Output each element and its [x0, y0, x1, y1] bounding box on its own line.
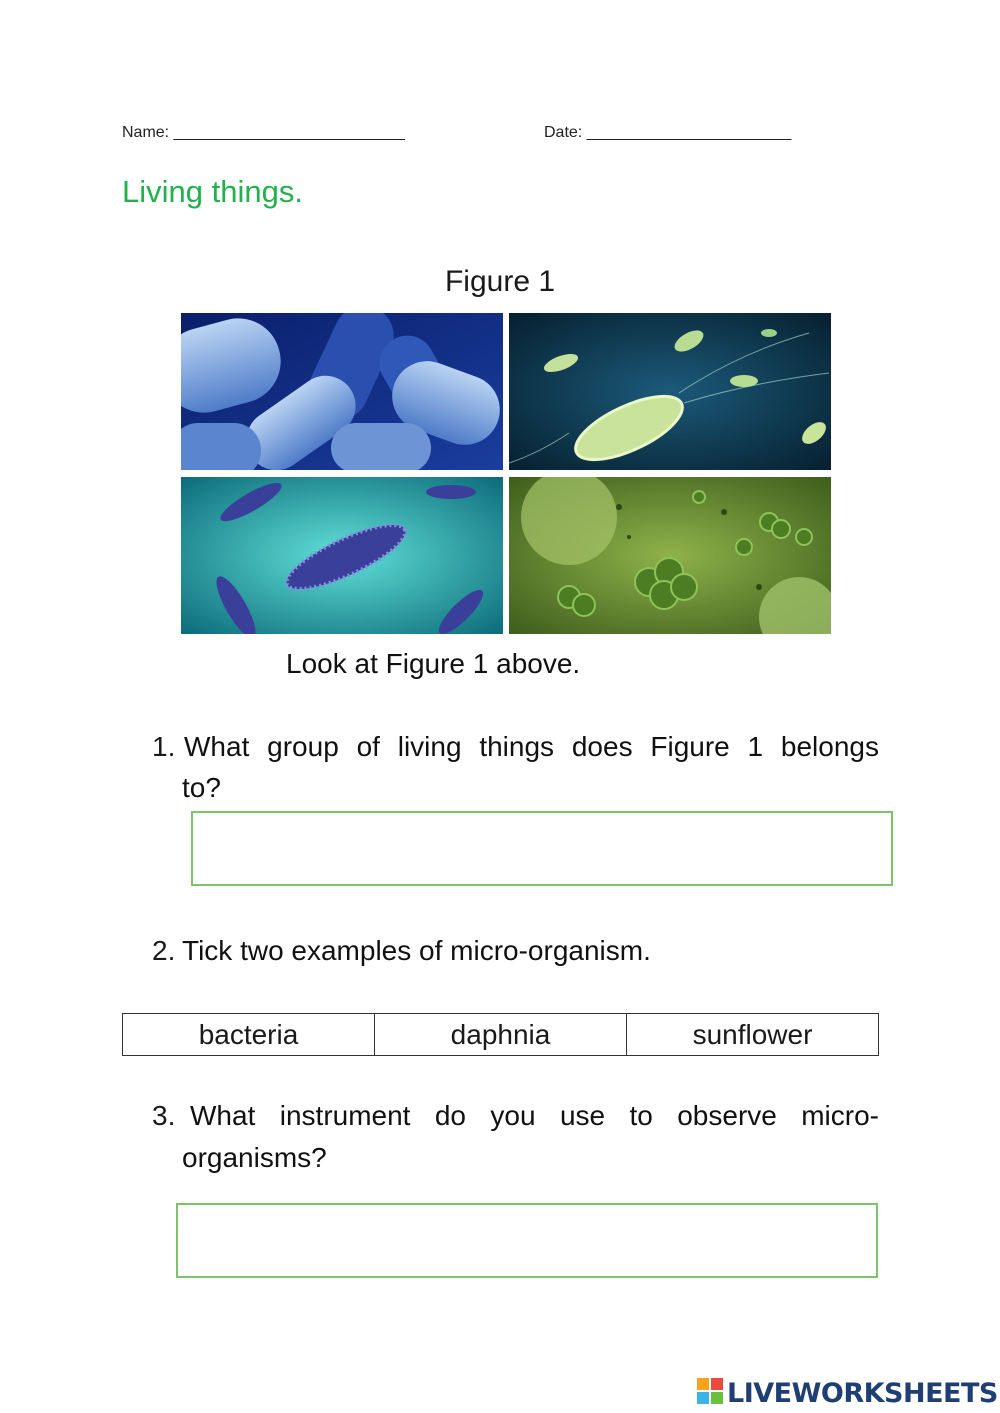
question-number: 1. — [152, 731, 176, 762]
option-daphnia[interactable]: daphnia — [375, 1014, 627, 1056]
green-cocci-cluster-image — [509, 477, 831, 634]
question-text-continued: organisms? — [182, 1142, 327, 1173]
liveworksheets-logo-icon — [697, 1378, 723, 1409]
option-sunflower[interactable]: sunflower — [627, 1014, 879, 1056]
logo-text: LIVEWORKSHEETS — [727, 1377, 998, 1409]
question-text: Tick two examples of micro-organism. — [182, 935, 651, 966]
question-number: 2. — [152, 935, 176, 966]
question-text: What group of living things does Figure 1 belongs — [184, 731, 879, 762]
answer-input-q3[interactable] — [176, 1203, 878, 1278]
question-text: What instrument do you use to observe micro- — [190, 1100, 879, 1131]
page-title: Living things. — [122, 174, 303, 209]
question-text-continued: to? — [182, 772, 221, 803]
tick-options-table — [122, 1013, 879, 1056]
figure-instruction: Look at Figure 1 above. — [286, 648, 581, 679]
blue-rod-bacteria-image — [181, 313, 503, 470]
date-field-label: Date: _______________________ — [544, 124, 792, 141]
name-field-label: Name: __________________________ — [122, 124, 405, 141]
figure-caption: Figure 1 — [444, 265, 556, 298]
answer-input-q1[interactable] — [191, 811, 893, 886]
green-flagellated-bacteria-image — [509, 313, 831, 470]
question-number: 3. — [152, 1100, 176, 1131]
liveworksheets-logo[interactable] — [697, 1375, 998, 1411]
purple-spiky-bacteria-image — [181, 477, 503, 634]
option-bacteria[interactable]: bacteria — [123, 1014, 375, 1056]
